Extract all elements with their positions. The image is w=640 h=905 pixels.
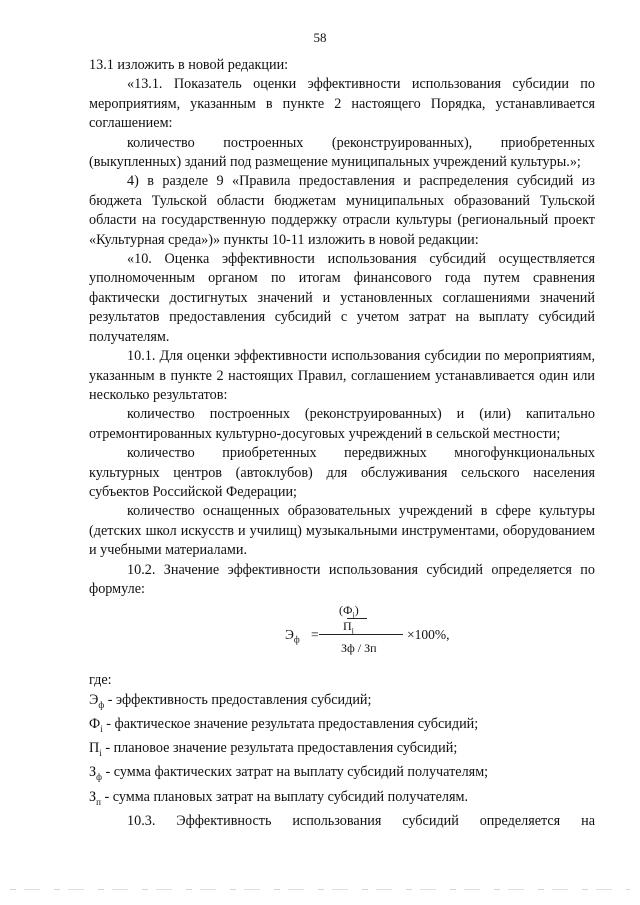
paragraph: 10.1. Для оценки эффективности использования субсидии по мероприятиям, указанным в пункте 2 настоящих Правил, соглашением устанавливается один или несколько результатов: — [89, 348, 595, 403]
paragraph: количество построенных (реконструированных) и (или) капитально отремонтированных культурно-досуговых учреждений в сельской местности; — [89, 406, 595, 442]
definition-item: $З_ф$ - сумма фактических затрат на выплату субсидий получателям; — [89, 764, 489, 783]
formula-main-fraction-bar — [319, 634, 403, 635]
paragraph: «10. Оценка эффективности использования субсидий осуществляется уполномоченным органом по итогам финансового года путем сравнения фактически достигнутых значений и установленных соглашениями значений результатов предоставления субсидий с учетом затрат на выплату субсидий получателям. — [89, 251, 595, 345]
page-number: 58 — [313, 30, 327, 45]
paragraph: количество приобретенных передвижных многофункциональных культурных центров (автоклубов) для обслуживания сельского населения субъектов Российской Федерации; — [89, 445, 595, 500]
paragraph: 13.1 изложить в новой редакции: — [89, 57, 289, 73]
definition-item: $Э_ф$ - эффективность предоставления субсидий; — [89, 691, 372, 710]
definition-item: $П_i$ - плановое значение результата предоставления субсидий; — [89, 740, 458, 759]
formula-equals: = — [311, 627, 319, 643]
paragraph: 10.3. Эффективность использования субсидий определяется на — [127, 812, 595, 829]
formula-lhs: $Э_ф$ — [285, 627, 300, 646]
definition-item: $З_п$ - сумма плановых затрат на выплату субсидий получателям. — [89, 788, 469, 807]
formula-inner-numerator: $(Ф_i)$ — [339, 603, 359, 620]
paragraph: количество построенных (реконструированных), приобретенных (выкупленных) зданий под размещение муниципальных учреждений культуры.»; — [89, 134, 595, 171]
formula-multiplier: ×100%, — [407, 627, 450, 643]
paragraph: 4) в разделе 9 «Правила предоставления и распределения субсидий из бюджета Тульской области бюджетам муниципальных образований Тульской области на государственную поддержку отрасли культуры (региональный проект «Культурная среда»)» пункты 10-11 изложить в новой редакции: — [89, 173, 595, 248]
paragraph: количество оснащенных образовательных учреждений в сфере культуры (детских школ искусств и училищ) музыкальными инструментами, оборудованием и учебными материалами. — [89, 503, 595, 559]
document-body — [89, 56, 595, 831]
paragraph: «13.1. Показатель оценки эффективности использования субсидии по мероприятиям, указанным в пункте 2 настоящего Порядка, устанавливается соглашением: — [89, 76, 595, 132]
formula-inner-denominator: $П_i$ — [343, 619, 354, 636]
definition-item: $Ф_i$ - фактическое значение результата предоставления субсидий; — [89, 716, 479, 734]
paragraph: 10.2. Значение эффективности использования субсидий определяется по формуле: — [89, 561, 595, 597]
definitions-list — [89, 691, 595, 812]
where-label: где: — [89, 672, 112, 689]
formula-denominator: Зф / Зп — [341, 641, 377, 656]
scan-artifact-line — [10, 889, 630, 890]
efficiency-formula — [89, 601, 595, 667]
